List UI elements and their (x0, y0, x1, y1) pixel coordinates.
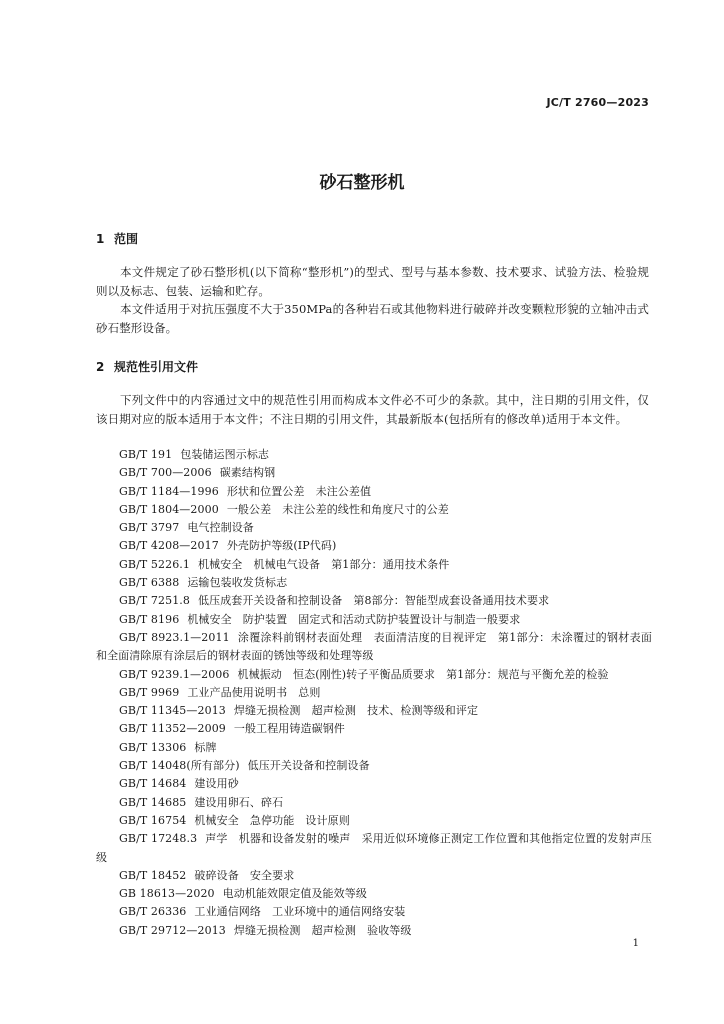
reference-item (96, 903, 652, 921)
reference-code: GB/T 14685 (119, 795, 187, 809)
reference-item (96, 483, 652, 501)
reference-item (96, 794, 652, 812)
reference-title: 工业通信网络 工业环境中的通信网络安装 (194, 905, 406, 919)
reference-code: GB/T 5226.1 (119, 557, 190, 571)
reference-code: GB/T 14684 (119, 777, 187, 791)
reference-item (96, 885, 652, 903)
reference-code: GB/T 26336 (119, 905, 187, 919)
reference-title: 一般公差 未注公差的线性和角度尺寸的公差 (226, 502, 449, 516)
reference-item (96, 702, 652, 720)
reference-title: 包装储运图示标志 (180, 448, 270, 461)
reference-code: GB/T 11352—2009 (119, 722, 226, 736)
reference-item (96, 537, 652, 555)
reference-title: 运输包装收发货标志 (187, 576, 288, 590)
reference-item (96, 922, 652, 940)
reference-title: 机械安全 防护装置 固定式和活动式防护装置设计与制造一般要求 (187, 612, 521, 626)
reference-code: GB/T 11345—2013 (119, 704, 226, 718)
reference-code: GB/T 700—2006 (119, 466, 212, 480)
scope-paragraph-1: 本文件规定了砂石整形机(以下简称“整形机”)的型式、型号与基本参数、技术要求、试验方法、检验规则以及标志、包装、运输和贮存。 (96, 265, 649, 298)
reference-item (96, 684, 652, 702)
reference-item (96, 757, 652, 775)
reference-item (96, 720, 652, 738)
reference-code: GB/T 9969 (119, 685, 180, 699)
reference-code: GB/T 6388 (119, 576, 180, 590)
reference-title: 外壳防护等级(IP代码) (226, 539, 337, 553)
reference-title: 一般工程用铸造碳钢件 (233, 722, 345, 736)
reference-item (96, 611, 652, 629)
reference-code: GB/T 16754 (119, 813, 187, 827)
reference-item (96, 812, 652, 830)
reference-item (96, 464, 652, 482)
reference-code: GB/T 14048(所有部分) (119, 759, 240, 773)
reference-title: 电动机能效限定值及能效等级 (222, 887, 367, 901)
reference-title: 形状和位置公差 未注公差值 (226, 484, 372, 498)
scope-paragraph-2: 本文件适用于对抗压强度不大于350MPa的各种岩石或其他物料进行破碎并改变颗粒形貌的立轴冲击式砂石整形设备。 (96, 302, 649, 335)
section-2-heading (96, 358, 198, 375)
reference-code: GB/T 1184—1996 (119, 484, 219, 498)
reference-title: 工业产品使用说明书 总则 (187, 685, 321, 699)
reference-code: GB/T 3797 (119, 521, 180, 535)
reference-item (96, 592, 652, 610)
normative-references-intro: 下列文件中的内容通过文中的规范性引用而构成本文件必不可少的条款。其中，注日期的引用文件，仅该日期对应的版本适用于本文件；不注日期的引用文件，其最新版本(包括所有的修改单)适用于本文件。 (96, 393, 649, 426)
reference-item (96, 830, 652, 867)
reference-title: 机械振动 恒态(刚性)转子平衡品质要求 第1部分：规范与平衡允差的检验 (237, 667, 609, 681)
reference-code: GB/T 17248.3 (119, 832, 198, 846)
reference-item (96, 775, 652, 793)
reference-item (96, 519, 652, 537)
document-title: 砂石整形机 (319, 173, 405, 193)
section-1-number: 1 (96, 232, 105, 246)
reference-code: GB/T 29712—2013 (119, 923, 226, 937)
reference-title: 建设用砂 (194, 777, 239, 791)
section-2-title: 规范性引用文件 (114, 360, 199, 374)
reference-item (96, 556, 652, 574)
reference-code: GB/T 9239.1—2006 (119, 667, 230, 681)
reference-code: GB/T 4208—2017 (119, 539, 219, 553)
page-number: 1 (632, 938, 639, 949)
reference-title: 电气控制设备 (187, 521, 254, 535)
reference-code: GB/T 18452 (119, 868, 187, 882)
section-1-title: 范围 (114, 232, 139, 246)
reference-code: GB/T 7251.8 (119, 594, 190, 608)
section-1-heading (96, 230, 138, 247)
reference-list (96, 446, 652, 940)
reference-code: GB/T 8196 (119, 612, 180, 626)
reference-item (96, 739, 652, 757)
reference-title: 机械安全 急停功能 设计原则 (194, 813, 350, 827)
reference-item (96, 629, 652, 666)
reference-title: 焊缝无损检测 超声检测 技术、检测等级和评定 (233, 704, 479, 718)
reference-item (96, 501, 652, 519)
reference-title: 破碎设备 安全要求 (194, 868, 295, 882)
standard-code: JC/T 2760—2023 (546, 96, 649, 109)
reference-title: 声学 机器和设备发射的噪声 采用近似环境修正测定工作位置和其他指定位置的发射声压级 (96, 832, 652, 864)
reference-title: 焊缝无损检测 超声检测 验收等级 (233, 923, 412, 937)
reference-code: GB 18613—2020 (119, 887, 215, 901)
reference-item (96, 446, 652, 464)
reference-code: GB/T 13306 (119, 740, 187, 754)
reference-code: GB/T 8923.1—2011 (119, 630, 230, 644)
reference-item (96, 666, 652, 684)
reference-title: 机械安全 机械电气设备 第1部分：通用技术条件 (198, 557, 450, 571)
reference-title: 碳素结构钢 (219, 466, 276, 480)
section-2-number: 2 (96, 360, 105, 374)
reference-item (96, 867, 652, 885)
reference-code: GB/T 1804—2000 (119, 502, 219, 516)
reference-title: 低压开关设备和控制设备 (247, 759, 370, 773)
reference-code: GB/T 191 (119, 448, 173, 461)
reference-title: 标牌 (194, 740, 217, 754)
reference-title: 建设用卵石、碎石 (194, 795, 284, 809)
reference-item (96, 574, 652, 592)
reference-title: 涂覆涂料前钢材表面处理 表面清洁度的目视评定 第1部分：未涂覆过的钢材表面和全面清除原有涂层后的钢材表面的锈蚀等级和处理等级 (96, 630, 652, 663)
reference-title: 低压成套开关设备和控制设备 第8部分：智能型成套设备通用技术要求 (198, 594, 550, 608)
